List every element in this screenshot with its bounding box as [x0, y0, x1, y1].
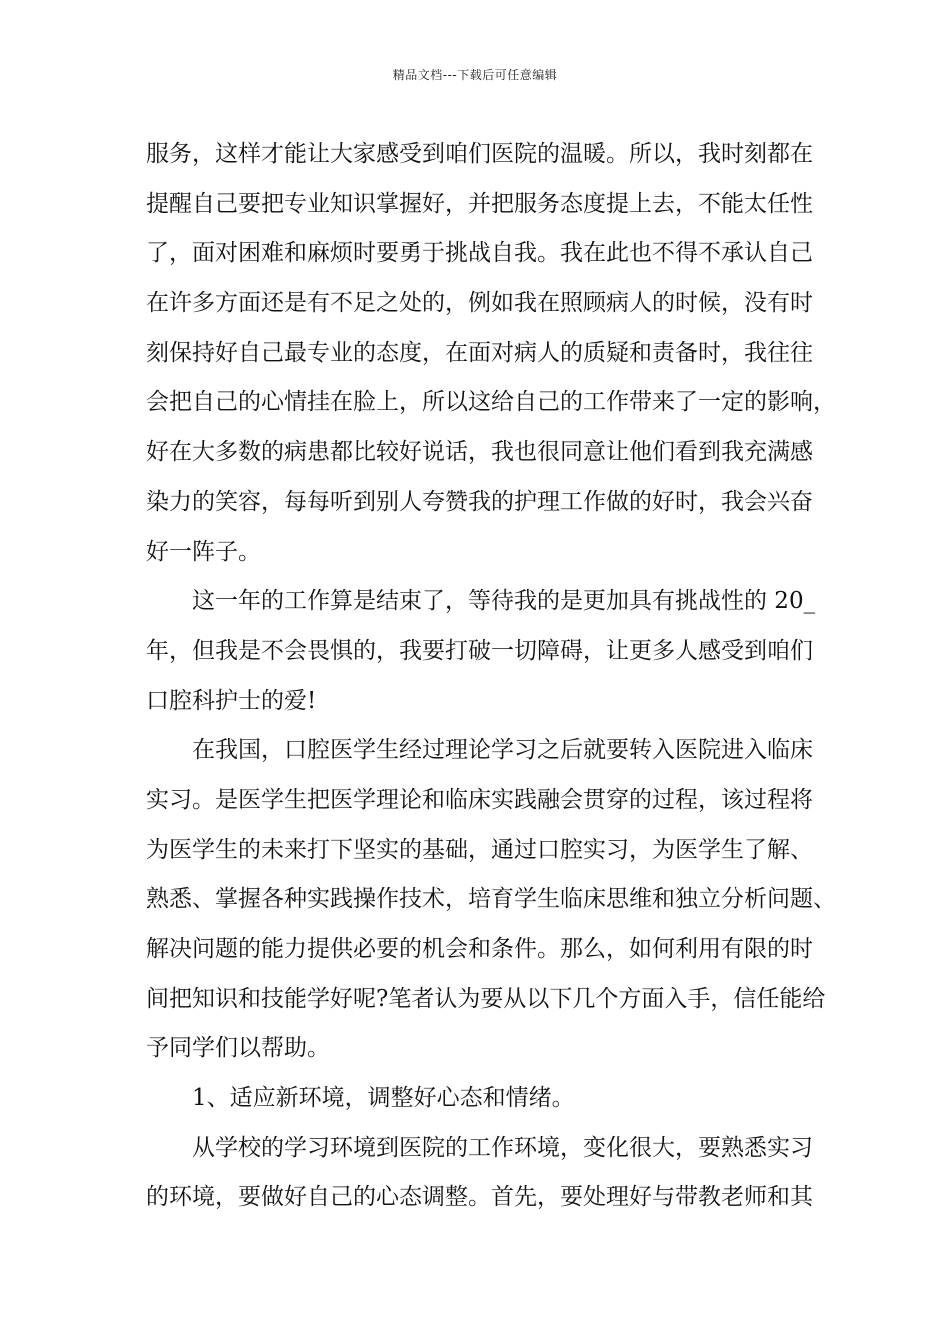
text-line: 实习。是医学生把医学理论和临床实践融会贯穿的过程，该过程将 [146, 786, 813, 813]
paragraph-start-line: 从学校的学习环境到医院的工作环境，变化很大，要熟悉实习 [192, 1134, 813, 1161]
document-body [146, 130, 836, 1223]
text-line: 解决问题的能力提供必要的机会和条件。那么，如何利用有限的时 [146, 936, 813, 962]
text-line: 在许多方面还是有不足之处的，例如我在照顾病人的时候，没有时 [146, 290, 813, 317]
text-line: 好在大多数的病患都比较好说话，我也很同意让他们看到我充满感 [146, 439, 813, 466]
paragraph-start-line: 在我国，口腔医学生经过理论学习之后就要转入医院进入临床 [192, 737, 813, 764]
text-line: 为医学生的未来打下坚实的基础，通过口腔实习，为医学生了解、 [146, 836, 813, 863]
text-line: 间把知识和技能学好呢?笔者认为要从以下几个方面入手，信任能给 [146, 985, 826, 1012]
text-line: 好一阵子。 [146, 538, 261, 565]
text-line: 了，面对困难和麻烦时要勇于挑战自我。我在此也不得不承认自己 [146, 240, 813, 267]
text-line: 刻保持好自己最专业的态度，在面对病人的质疑和责备时，我往往 [146, 339, 813, 366]
text-line: 提醒自己要把专业知识掌握好，并把服务态度提上去，不能太任性 [146, 190, 813, 217]
text-line: 年，但我是不会畏惧的，我要打破一切障碍，让更多人感受到咱们 [146, 637, 813, 664]
text-line: 口腔科护士的爱! [146, 687, 317, 714]
paragraph-start-line: 这一年的工作算是结束了，等待我的是更加具有挑战性的 20_ [192, 588, 816, 615]
page-header: 精品文档---下载后可任意编辑 [392, 68, 558, 82]
text-line: 服务，这样才能让大家感受到咱们医院的温暖。所以，我时刻都在 [146, 141, 813, 167]
text-line: 的环境，要做好自己的心态调整。首先，要处理好与带教老师和其 [146, 1184, 813, 1211]
text-line: 会把自己的心情挂在脸上，所以这给自己的工作带来了一定的影响， [146, 389, 836, 416]
text-line: 染力的笑容，每每听到别人夸赞我的护理工作做的好时，我会兴奋 [146, 488, 813, 515]
section-heading: 1、适应新环境，调整好心态和情绪。 [192, 1085, 575, 1112]
text-line: 熟悉、掌握各种实践操作技术，培育学生临床思维和独立分析问题、 [146, 886, 836, 913]
text-line: 予同学们以帮助。 [146, 1035, 330, 1062]
